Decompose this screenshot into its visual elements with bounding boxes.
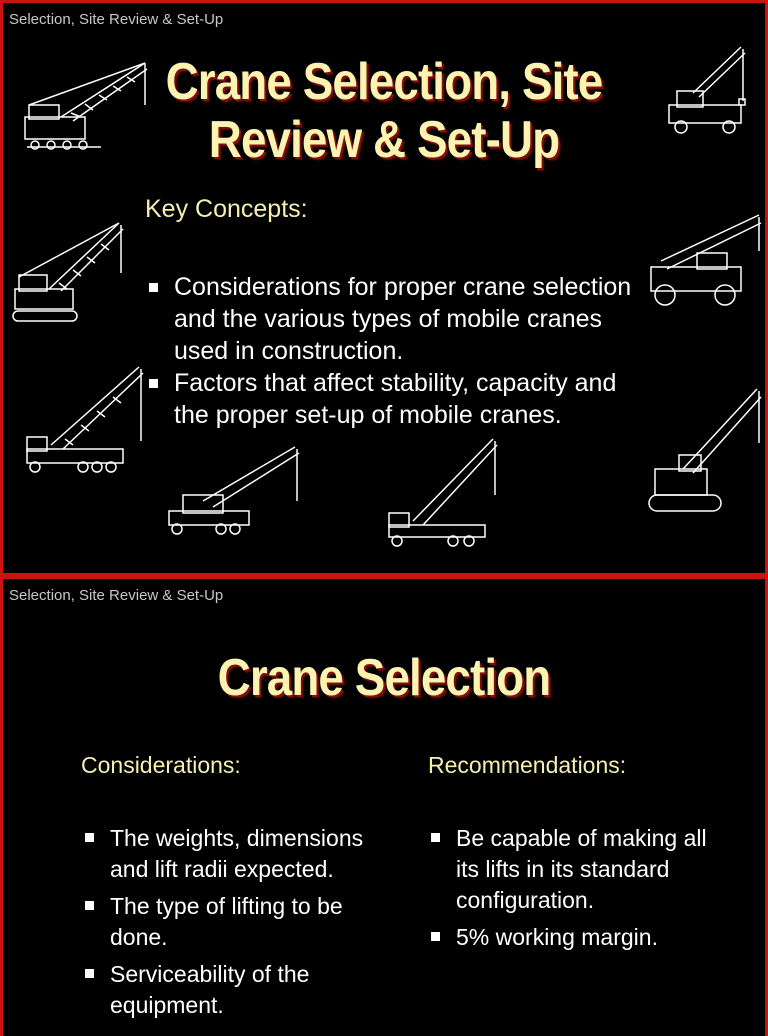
list-item: Be capable of making all its lifts in its standard configuration. — [428, 823, 718, 916]
list-item: 5% working margin. — [428, 922, 718, 953]
title-line-1: Crane Selection, Site — [165, 53, 603, 111]
list-item: The weights, dimensions and lift radii expected. — [82, 823, 387, 885]
list-item: Factors that affect stability, capacity and the proper set-up of mobile cranes. — [146, 367, 636, 431]
slide-2 — [0, 576, 768, 1036]
considerations-heading: Considerations: — [81, 752, 241, 778]
lattice-truck-crane-icon — [163, 441, 303, 536]
hydraulic-crawler-crane-icon — [643, 383, 768, 518]
rough-terrain-crane-icon — [641, 211, 766, 311]
list-item: Serviceability of the equipment. — [82, 959, 387, 1021]
lattice-crawler-crane-icon — [9, 217, 129, 327]
slide-header: Selection, Site Review & Set-Up — [9, 587, 224, 604]
considerations-list — [82, 823, 387, 1027]
truck-mounted-lattice-crane-icon — [21, 361, 151, 476]
recommendations-list — [428, 823, 718, 959]
slide-title: Crane Selection — [217, 649, 551, 707]
key-concepts-list — [146, 271, 636, 431]
recommendations-heading: Recommendations: — [428, 752, 627, 778]
hydraulic-truck-crane-icon — [383, 433, 503, 548]
truck-crane-icon — [663, 43, 753, 138]
slide-header: Selection, Site Review & Set-Up — [9, 11, 224, 28]
title-line-2: Review & Set-Up — [208, 111, 560, 169]
list-item: Considerations for proper crane selection and the various types of mobile cranes used in construction. — [146, 271, 636, 367]
crawler-crane-icon — [21, 55, 151, 155]
list-item: The type of lifting to be done. — [82, 891, 387, 953]
key-concepts-heading: Key Concepts: — [145, 195, 308, 223]
